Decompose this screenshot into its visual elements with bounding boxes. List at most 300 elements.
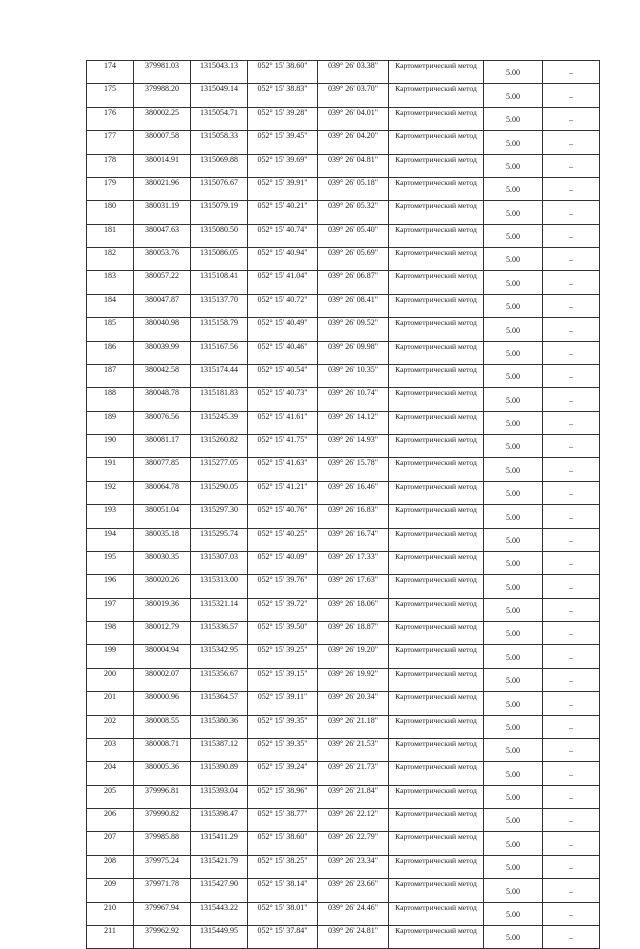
- note-cell: –: [543, 177, 600, 200]
- method-cell: Картометрический метод: [389, 575, 484, 598]
- x-coordinate-cell: 379988.20: [134, 84, 191, 107]
- note-cell: –: [543, 458, 600, 481]
- point-number-cell: 211: [87, 925, 134, 948]
- longitude-cell: 039° 26' 21.84": [318, 785, 389, 808]
- point-number-cell: 183: [87, 271, 134, 294]
- note-cell: –: [543, 575, 600, 598]
- latitude-cell: 052° 15' 41.21": [248, 481, 318, 504]
- table-row: [87, 341, 600, 364]
- latitude-cell: 052° 15' 37.84": [248, 925, 318, 948]
- x-coordinate-cell: 380012.79: [134, 622, 191, 645]
- method-cell: Картометрический метод: [389, 762, 484, 785]
- latitude-cell: 052° 15' 40.54": [248, 364, 318, 387]
- longitude-cell: 039° 26' 16.46": [318, 481, 389, 504]
- y-coordinate-cell: 1315297.30: [191, 505, 248, 528]
- method-cell: Картометрический метод: [389, 528, 484, 551]
- x-coordinate-cell: 380002.25: [134, 107, 191, 130]
- x-coordinate-cell: 380000.96: [134, 692, 191, 715]
- accuracy-cell: 5.00: [484, 575, 543, 598]
- accuracy-cell: 5.00: [484, 388, 543, 411]
- coordinates-table-body: [87, 61, 600, 949]
- point-number-cell: 205: [87, 785, 134, 808]
- note-cell: –: [543, 598, 600, 621]
- point-number-cell: 186: [87, 341, 134, 364]
- point-number-cell: 201: [87, 692, 134, 715]
- method-cell: Картометрический метод: [389, 622, 484, 645]
- longitude-cell: 039° 26' 10.35": [318, 364, 389, 387]
- longitude-cell: 039° 26' 05.40": [318, 224, 389, 247]
- latitude-cell: 052° 15' 40.73": [248, 388, 318, 411]
- accuracy-cell: 5.00: [484, 107, 543, 130]
- point-number-cell: 206: [87, 809, 134, 832]
- latitude-cell: 052° 15' 39.69": [248, 154, 318, 177]
- accuracy-cell: 5.00: [484, 248, 543, 271]
- x-coordinate-cell: 380042.58: [134, 364, 191, 387]
- table-row: [87, 855, 600, 878]
- y-coordinate-cell: 1315076.67: [191, 177, 248, 200]
- x-coordinate-cell: 380030.35: [134, 551, 191, 574]
- latitude-cell: 052° 15' 40.74": [248, 224, 318, 247]
- x-coordinate-cell: 380021.96: [134, 177, 191, 200]
- table-row: [87, 435, 600, 458]
- method-cell: Картометрический метод: [389, 224, 484, 247]
- longitude-cell: 039° 26' 21.18": [318, 715, 389, 738]
- x-coordinate-cell: 380007.58: [134, 131, 191, 154]
- longitude-cell: 039° 26' 06.87": [318, 271, 389, 294]
- method-cell: Картометрический метод: [389, 692, 484, 715]
- y-coordinate-cell: 1315313.00: [191, 575, 248, 598]
- point-number-cell: 210: [87, 902, 134, 925]
- longitude-cell: 039° 26' 08.41": [318, 294, 389, 317]
- method-cell: Картометрический метод: [389, 177, 484, 200]
- x-coordinate-cell: 380064.78: [134, 481, 191, 504]
- latitude-cell: 052° 15' 38.77": [248, 809, 318, 832]
- table-row: [87, 131, 600, 154]
- method-cell: Картометрический метод: [389, 598, 484, 621]
- method-cell: Картометрический метод: [389, 341, 484, 364]
- note-cell: –: [543, 692, 600, 715]
- x-coordinate-cell: 379985.88: [134, 832, 191, 855]
- accuracy-cell: 5.00: [484, 154, 543, 177]
- table-row: [87, 318, 600, 341]
- accuracy-cell: 5.00: [484, 294, 543, 317]
- x-coordinate-cell: 380077.85: [134, 458, 191, 481]
- point-number-cell: 176: [87, 107, 134, 130]
- longitude-cell: 039° 26' 09.98": [318, 341, 389, 364]
- accuracy-cell: 5.00: [484, 458, 543, 481]
- y-coordinate-cell: 1315336.57: [191, 622, 248, 645]
- point-number-cell: 199: [87, 645, 134, 668]
- y-coordinate-cell: 1315307.03: [191, 551, 248, 574]
- table-row: [87, 201, 600, 224]
- point-number-cell: 189: [87, 411, 134, 434]
- x-coordinate-cell: 380039.99: [134, 341, 191, 364]
- latitude-cell: 052° 15' 40.72": [248, 294, 318, 317]
- table-row: [87, 715, 600, 738]
- table-row: [87, 598, 600, 621]
- table-row: [87, 388, 600, 411]
- note-cell: –: [543, 505, 600, 528]
- table-row: [87, 528, 600, 551]
- y-coordinate-cell: 1315427.90: [191, 879, 248, 902]
- table-row: [87, 668, 600, 691]
- y-coordinate-cell: 1315260.82: [191, 435, 248, 458]
- latitude-cell: 052° 15' 40.25": [248, 528, 318, 551]
- x-coordinate-cell: 379990.82: [134, 809, 191, 832]
- accuracy-cell: 5.00: [484, 715, 543, 738]
- point-number-cell: 174: [87, 61, 134, 84]
- x-coordinate-cell: 380035.18: [134, 528, 191, 551]
- longitude-cell: 039° 26' 05.18": [318, 177, 389, 200]
- note-cell: –: [543, 364, 600, 387]
- x-coordinate-cell: 380053.76: [134, 248, 191, 271]
- method-cell: Картометрический метод: [389, 809, 484, 832]
- accuracy-cell: 5.00: [484, 177, 543, 200]
- method-cell: Картометрический метод: [389, 832, 484, 855]
- y-coordinate-cell: 1315449.95: [191, 925, 248, 948]
- y-coordinate-cell: 1315390.89: [191, 762, 248, 785]
- table-row: [87, 107, 600, 130]
- accuracy-cell: 5.00: [484, 855, 543, 878]
- coordinates-table: [86, 60, 600, 949]
- y-coordinate-cell: 1315421.79: [191, 855, 248, 878]
- point-number-cell: 177: [87, 131, 134, 154]
- accuracy-cell: 5.00: [484, 224, 543, 247]
- accuracy-cell: 5.00: [484, 809, 543, 832]
- point-number-cell: 207: [87, 832, 134, 855]
- method-cell: Картометрический метод: [389, 364, 484, 387]
- note-cell: –: [543, 248, 600, 271]
- y-coordinate-cell: 1315321.14: [191, 598, 248, 621]
- accuracy-cell: 5.00: [484, 271, 543, 294]
- method-cell: Картометрический метод: [389, 318, 484, 341]
- longitude-cell: 039° 26' 14.93": [318, 435, 389, 458]
- accuracy-cell: 5.00: [484, 925, 543, 948]
- document-page: [86, 60, 599, 949]
- accuracy-cell: 5.00: [484, 692, 543, 715]
- accuracy-cell: 5.00: [484, 318, 543, 341]
- note-cell: –: [543, 481, 600, 504]
- note-cell: –: [543, 832, 600, 855]
- longitude-cell: 039° 26' 05.69": [318, 248, 389, 271]
- accuracy-cell: 5.00: [484, 879, 543, 902]
- accuracy-cell: 5.00: [484, 435, 543, 458]
- point-number-cell: 195: [87, 551, 134, 574]
- x-coordinate-cell: 380047.63: [134, 224, 191, 247]
- accuracy-cell: 5.00: [484, 341, 543, 364]
- method-cell: Картометрический метод: [389, 785, 484, 808]
- longitude-cell: 039° 26' 19.20": [318, 645, 389, 668]
- table-row: [87, 832, 600, 855]
- point-number-cell: 203: [87, 738, 134, 761]
- x-coordinate-cell: 380081.17: [134, 435, 191, 458]
- accuracy-cell: 5.00: [484, 762, 543, 785]
- method-cell: Картометрический метод: [389, 902, 484, 925]
- accuracy-cell: 5.00: [484, 84, 543, 107]
- x-coordinate-cell: 380002.07: [134, 668, 191, 691]
- note-cell: –: [543, 201, 600, 224]
- y-coordinate-cell: 1315137.70: [191, 294, 248, 317]
- point-number-cell: 194: [87, 528, 134, 551]
- latitude-cell: 052° 15' 39.72": [248, 598, 318, 621]
- x-coordinate-cell: 379975.24: [134, 855, 191, 878]
- latitude-cell: 052° 15' 41.61": [248, 411, 318, 434]
- table-row: [87, 645, 600, 668]
- y-coordinate-cell: 1315443.22: [191, 902, 248, 925]
- x-coordinate-cell: 380051.04: [134, 505, 191, 528]
- longitude-cell: 039° 26' 23.34": [318, 855, 389, 878]
- latitude-cell: 052° 15' 41.75": [248, 435, 318, 458]
- y-coordinate-cell: 1315181.83: [191, 388, 248, 411]
- longitude-cell: 039° 26' 17.33": [318, 551, 389, 574]
- method-cell: Картометрический метод: [389, 294, 484, 317]
- method-cell: Картометрический метод: [389, 668, 484, 691]
- point-number-cell: 179: [87, 177, 134, 200]
- point-number-cell: 190: [87, 435, 134, 458]
- longitude-cell: 039° 26' 14.12": [318, 411, 389, 434]
- y-coordinate-cell: 1315356.67: [191, 668, 248, 691]
- accuracy-cell: 5.00: [484, 61, 543, 84]
- x-coordinate-cell: 380057.22: [134, 271, 191, 294]
- longitude-cell: 039° 26' 16.83": [318, 505, 389, 528]
- y-coordinate-cell: 1315058.33: [191, 131, 248, 154]
- longitude-cell: 039° 26' 24.46": [318, 902, 389, 925]
- latitude-cell: 052° 15' 39.11": [248, 692, 318, 715]
- latitude-cell: 052° 15' 38.60": [248, 832, 318, 855]
- accuracy-cell: 5.00: [484, 131, 543, 154]
- point-number-cell: 204: [87, 762, 134, 785]
- longitude-cell: 039° 26' 15.78": [318, 458, 389, 481]
- y-coordinate-cell: 1315158.79: [191, 318, 248, 341]
- table-row: [87, 809, 600, 832]
- note-cell: –: [543, 341, 600, 364]
- table-row: [87, 925, 600, 948]
- longitude-cell: 039° 26' 23.66": [318, 879, 389, 902]
- longitude-cell: 039° 26' 22.79": [318, 832, 389, 855]
- point-number-cell: 187: [87, 364, 134, 387]
- method-cell: Картометрический метод: [389, 388, 484, 411]
- latitude-cell: 052° 15' 40.49": [248, 318, 318, 341]
- method-cell: Картометрический метод: [389, 715, 484, 738]
- y-coordinate-cell: 1315167.56: [191, 341, 248, 364]
- x-coordinate-cell: 380048.78: [134, 388, 191, 411]
- table-row: [87, 177, 600, 200]
- note-cell: –: [543, 622, 600, 645]
- method-cell: Картометрический метод: [389, 61, 484, 84]
- latitude-cell: 052° 15' 38.60": [248, 61, 318, 84]
- table-row: [87, 271, 600, 294]
- y-coordinate-cell: 1315364.57: [191, 692, 248, 715]
- accuracy-cell: 5.00: [484, 411, 543, 434]
- method-cell: Картометрический метод: [389, 271, 484, 294]
- x-coordinate-cell: 380005.36: [134, 762, 191, 785]
- note-cell: –: [543, 84, 600, 107]
- x-coordinate-cell: 380014.91: [134, 154, 191, 177]
- longitude-cell: 039° 26' 21.53": [318, 738, 389, 761]
- point-number-cell: 178: [87, 154, 134, 177]
- accuracy-cell: 5.00: [484, 528, 543, 551]
- note-cell: –: [543, 61, 600, 84]
- accuracy-cell: 5.00: [484, 902, 543, 925]
- point-number-cell: 200: [87, 668, 134, 691]
- method-cell: Картометрический метод: [389, 738, 484, 761]
- note-cell: –: [543, 224, 600, 247]
- point-number-cell: 208: [87, 855, 134, 878]
- note-cell: –: [543, 925, 600, 948]
- table-row: [87, 575, 600, 598]
- latitude-cell: 052° 15' 39.24": [248, 762, 318, 785]
- x-coordinate-cell: 379971.78: [134, 879, 191, 902]
- latitude-cell: 052° 15' 39.28": [248, 107, 318, 130]
- point-number-cell: 198: [87, 622, 134, 645]
- longitude-cell: 039° 26' 04.20": [318, 131, 389, 154]
- latitude-cell: 052° 15' 40.09": [248, 551, 318, 574]
- longitude-cell: 039° 26' 05.32": [318, 201, 389, 224]
- note-cell: –: [543, 154, 600, 177]
- point-number-cell: 188: [87, 388, 134, 411]
- note-cell: –: [543, 879, 600, 902]
- method-cell: Картометрический метод: [389, 925, 484, 948]
- x-coordinate-cell: 380076.56: [134, 411, 191, 434]
- note-cell: –: [543, 902, 600, 925]
- table-row: [87, 154, 600, 177]
- note-cell: –: [543, 318, 600, 341]
- method-cell: Картометрический метод: [389, 107, 484, 130]
- method-cell: Картометрический метод: [389, 248, 484, 271]
- latitude-cell: 052° 15' 39.91": [248, 177, 318, 200]
- y-coordinate-cell: 1315398.47: [191, 809, 248, 832]
- y-coordinate-cell: 1315054.71: [191, 107, 248, 130]
- table-row: [87, 785, 600, 808]
- note-cell: –: [543, 294, 600, 317]
- method-cell: Картометрический метод: [389, 131, 484, 154]
- y-coordinate-cell: 1315295.74: [191, 528, 248, 551]
- note-cell: –: [543, 411, 600, 434]
- y-coordinate-cell: 1315043.13: [191, 61, 248, 84]
- table-row: [87, 294, 600, 317]
- longitude-cell: 039° 26' 18.06": [318, 598, 389, 621]
- y-coordinate-cell: 1315049.14: [191, 84, 248, 107]
- accuracy-cell: 5.00: [484, 598, 543, 621]
- x-coordinate-cell: 379996.81: [134, 785, 191, 808]
- latitude-cell: 052° 15' 40.94": [248, 248, 318, 271]
- x-coordinate-cell: 380040.98: [134, 318, 191, 341]
- method-cell: Картометрический метод: [389, 855, 484, 878]
- y-coordinate-cell: 1315079.19: [191, 201, 248, 224]
- table-row: [87, 224, 600, 247]
- y-coordinate-cell: 1315342.95: [191, 645, 248, 668]
- accuracy-cell: 5.00: [484, 645, 543, 668]
- x-coordinate-cell: 380004.94: [134, 645, 191, 668]
- note-cell: –: [543, 738, 600, 761]
- note-cell: –: [543, 528, 600, 551]
- table-row: [87, 411, 600, 434]
- note-cell: –: [543, 551, 600, 574]
- y-coordinate-cell: 1315069.88: [191, 154, 248, 177]
- x-coordinate-cell: 380047.87: [134, 294, 191, 317]
- note-cell: –: [543, 855, 600, 878]
- point-number-cell: 202: [87, 715, 134, 738]
- longitude-cell: 039° 26' 22.12": [318, 809, 389, 832]
- y-coordinate-cell: 1315290.05: [191, 481, 248, 504]
- method-cell: Картометрический метод: [389, 201, 484, 224]
- x-coordinate-cell: 379962.92: [134, 925, 191, 948]
- longitude-cell: 039° 26' 03.70": [318, 84, 389, 107]
- longitude-cell: 039° 26' 09.52": [318, 318, 389, 341]
- latitude-cell: 052° 15' 40.21": [248, 201, 318, 224]
- y-coordinate-cell: 1315245.39: [191, 411, 248, 434]
- point-number-cell: 182: [87, 248, 134, 271]
- point-number-cell: 192: [87, 481, 134, 504]
- y-coordinate-cell: 1315086.05: [191, 248, 248, 271]
- note-cell: –: [543, 762, 600, 785]
- accuracy-cell: 5.00: [484, 364, 543, 387]
- x-coordinate-cell: 379967.94: [134, 902, 191, 925]
- y-coordinate-cell: 1315387.12: [191, 738, 248, 761]
- longitude-cell: 039° 26' 10.74": [318, 388, 389, 411]
- latitude-cell: 052° 15' 39.76": [248, 575, 318, 598]
- table-row: [87, 551, 600, 574]
- point-number-cell: 180: [87, 201, 134, 224]
- accuracy-cell: 5.00: [484, 505, 543, 528]
- accuracy-cell: 5.00: [484, 201, 543, 224]
- y-coordinate-cell: 1315174.44: [191, 364, 248, 387]
- longitude-cell: 039° 26' 16.74": [318, 528, 389, 551]
- latitude-cell: 052° 15' 38.25": [248, 855, 318, 878]
- table-row: [87, 364, 600, 387]
- table-row: [87, 762, 600, 785]
- accuracy-cell: 5.00: [484, 551, 543, 574]
- table-row: [87, 458, 600, 481]
- method-cell: Картометрический метод: [389, 458, 484, 481]
- y-coordinate-cell: 1315393.04: [191, 785, 248, 808]
- latitude-cell: 052° 15' 39.50": [248, 622, 318, 645]
- longitude-cell: 039° 26' 20.34": [318, 692, 389, 715]
- point-number-cell: 191: [87, 458, 134, 481]
- latitude-cell: 052° 15' 40.46": [248, 341, 318, 364]
- method-cell: Картометрический метод: [389, 481, 484, 504]
- longitude-cell: 039° 26' 03.38": [318, 61, 389, 84]
- method-cell: Картометрический метод: [389, 154, 484, 177]
- longitude-cell: 039° 26' 21.73": [318, 762, 389, 785]
- y-coordinate-cell: 1315277.05: [191, 458, 248, 481]
- longitude-cell: 039° 26' 19.92": [318, 668, 389, 691]
- x-coordinate-cell: 380031.19: [134, 201, 191, 224]
- latitude-cell: 052° 15' 39.25": [248, 645, 318, 668]
- table-row: [87, 84, 600, 107]
- note-cell: –: [543, 271, 600, 294]
- table-row: [87, 738, 600, 761]
- table-row: [87, 505, 600, 528]
- point-number-cell: 185: [87, 318, 134, 341]
- accuracy-cell: 5.00: [484, 622, 543, 645]
- point-number-cell: 181: [87, 224, 134, 247]
- method-cell: Картометрический метод: [389, 551, 484, 574]
- latitude-cell: 052° 15' 39.15": [248, 668, 318, 691]
- y-coordinate-cell: 1315411.29: [191, 832, 248, 855]
- y-coordinate-cell: 1315108.41: [191, 271, 248, 294]
- latitude-cell: 052° 15' 40.76": [248, 505, 318, 528]
- table-row: [87, 248, 600, 271]
- latitude-cell: 052° 15' 41.63": [248, 458, 318, 481]
- table-row: [87, 481, 600, 504]
- note-cell: –: [543, 388, 600, 411]
- x-coordinate-cell: 379981.03: [134, 61, 191, 84]
- point-number-cell: 184: [87, 294, 134, 317]
- table-row: [87, 61, 600, 84]
- latitude-cell: 052° 15' 38.14": [248, 879, 318, 902]
- accuracy-cell: 5.00: [484, 738, 543, 761]
